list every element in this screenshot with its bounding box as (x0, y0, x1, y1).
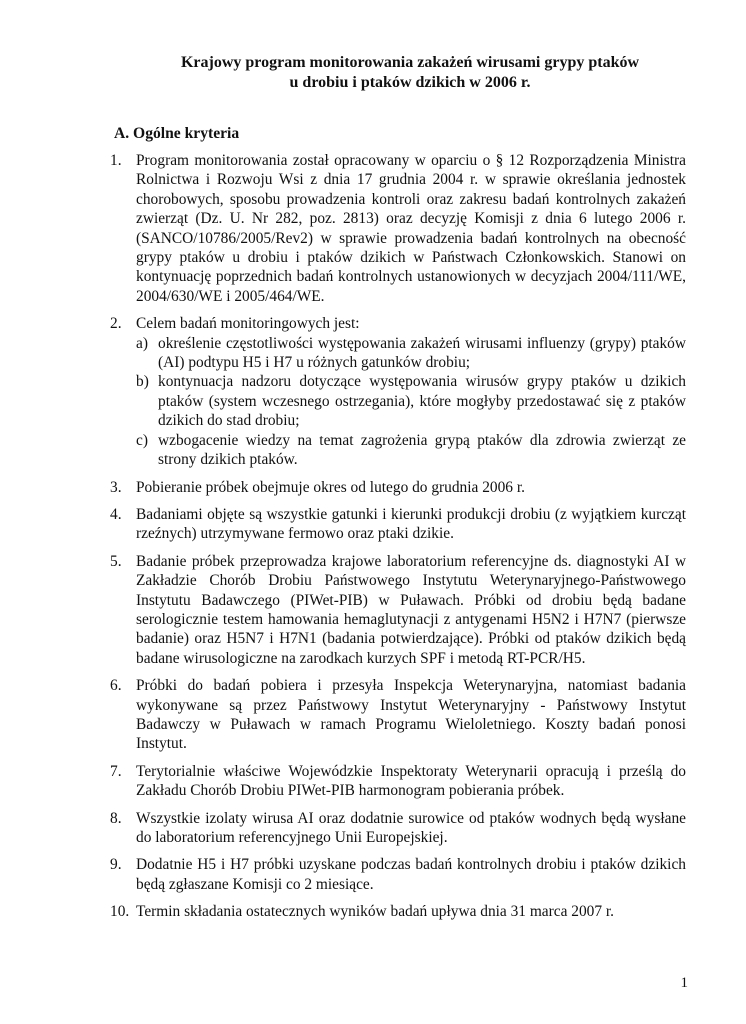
sub-item-b (136, 372, 686, 430)
list-item-2 (110, 314, 686, 469)
item-number: 8. (110, 809, 122, 827)
item-text: Próbki do badań pobiera i przesyła Inspekcja Weterynaryjna, natomiast badania wykonywane są przez Państwowy Instytut Weterynaryjny - Państwowy Instytut Badawczy w Puławach w ramach Programu Wieloletniego. Koszty badań ponosi Instytut. (136, 677, 686, 753)
item-number: 4. (110, 505, 122, 523)
list-item-5 (110, 552, 686, 668)
list-item-10 (110, 902, 686, 921)
page-number: 1 (680, 975, 688, 991)
item-number: 2. (110, 315, 122, 333)
item-text: Pobieranie próbek obejmuje okres od lutego do grudnia 2006 r. (136, 478, 525, 496)
list-item-8 (110, 809, 686, 848)
sub-item-text: wzbogacenie wiedzy na temat zagrożenia grypą ptaków dla zdrowia zwierząt ze strony dzikich ptaków. (158, 431, 686, 469)
list-item-3 (110, 478, 686, 497)
item-text: Program monitorowania został opracowany w oparciu o § 12 Rozporządzenia Ministra Rolnictwa i Rozwoju Wsi z dnia 17 grudnia 2004 r. w sprawie określania jednostek chorobowych, sposobu prowadzenia kontroli oraz zakresu badań kontrolnych zakażeń zwierząt (Dz. U. Nr 282, poz. 2813) oraz decyzję Komisji z dnia 6 lutego 2006 r. (SANCO/10786/2005/Rev2) w sprawie prowadzenia badań kontrolnych na obecność grypy ptaków u drobiu i ptaków dzikich w Państwach Członkowskich. Stanowi on kontynuację poprzednich badań kontrolnych ustanowionych w decyzjach 2004/111/WE, 2004/630/WE i 2005/464/WE. (136, 152, 686, 305)
item-text: Badaniami objęte są wszystkie gatunki i kierunki produkcji drobiu (z wyjątkiem kurcząt rzeźnych) utrzymywane fermowo oraz ptaki dzikie. (136, 505, 686, 543)
list-item-9 (110, 855, 686, 894)
sub-item-letter: a) (136, 334, 148, 352)
item-number: 5. (110, 552, 122, 570)
list-item-6 (110, 676, 686, 754)
item-number: 6. (110, 677, 122, 695)
document-title (60, 53, 746, 93)
item-text: Badanie próbek przeprowadza krajowe laboratorium referencyjne ds. diagnostyki AI w Zakładzie Chorób Drobiu Państwowego Instytutu Weterynaryjnego-Państwowego Instytutu Badawczego (PIWet-PIB) w Puławach. Próbki od drobiu będą badane serologicznie testem hamowania hemaglutynacji z antygenami H5N2 i H7N7 (pierwsze badanie) oraz H5N7 i H7N1 (badania potwierdzające). Próbki od ptaków dzikich będą badane wirusologiczne na zarodkach kurzych SPF i metodą RT-PCR/H5. (136, 552, 686, 667)
sub-item-a (136, 334, 686, 373)
sub-item-text: kontynuacja nadzoru dotyczące występowania wirusów grypy ptaków u dzikich ptaków (system wczesnego ostrzegania), które mogłyby przedostawać się z ptaków dzikich do stad drobiu; (158, 373, 686, 430)
title-line-2: u drobiu i ptaków dzikich w 2006 r. (289, 74, 531, 91)
item-number: 9. (110, 856, 122, 874)
item-number: 1. (110, 152, 122, 169)
list-item-7 (110, 762, 686, 801)
section-heading: A. Ogólne kryteria (114, 125, 240, 142)
sub-item-c (136, 431, 686, 470)
title-line-1: Krajowy program monitorowania zakażeń wirusami grypy ptaków (180, 54, 640, 71)
item-number: 3. (110, 478, 122, 496)
criteria-list (110, 151, 686, 930)
list-item-1 (110, 151, 686, 306)
item-text: Wszystkie izolaty wirusa AI oraz dodatnie surowice od ptaków wodnych będą wysłane do laboratorium referencyjnego Unii Europejskiej. (136, 809, 686, 846)
sub-item-letter: c) (136, 431, 148, 449)
item-number: 7. (110, 762, 122, 780)
item-number: 10. (110, 903, 130, 921)
sub-item-text: określenie częstotliwości występowania zakażeń wirusami influenzy (grypy) ptaków (AI) podtypu H5 i H7 u różnych gatunków drobiu; (158, 334, 686, 372)
item-text: Terytorialnie właściwe Wojewódzkie Inspektoraty Weterynarii opracują i prześlą do Zakładu Chorób Drobiu PIWet-PIB harmonogram pobierania próbek. (136, 762, 686, 800)
item-text: Dodatnie H5 i H7 próbki uzyskane podczas badań kontrolnych drobiu i ptaków dzikich będą zgłaszane Komisji co 2 miesiące. (136, 856, 686, 893)
list-item-4 (110, 505, 686, 544)
item-text: Termin składania ostatecznych wyników badań upływa dnia 31 marca 2007 r. (136, 903, 615, 921)
item-text: Celem badań monitoringowych jest: (136, 315, 360, 333)
sub-item-letter: b) (136, 373, 149, 391)
